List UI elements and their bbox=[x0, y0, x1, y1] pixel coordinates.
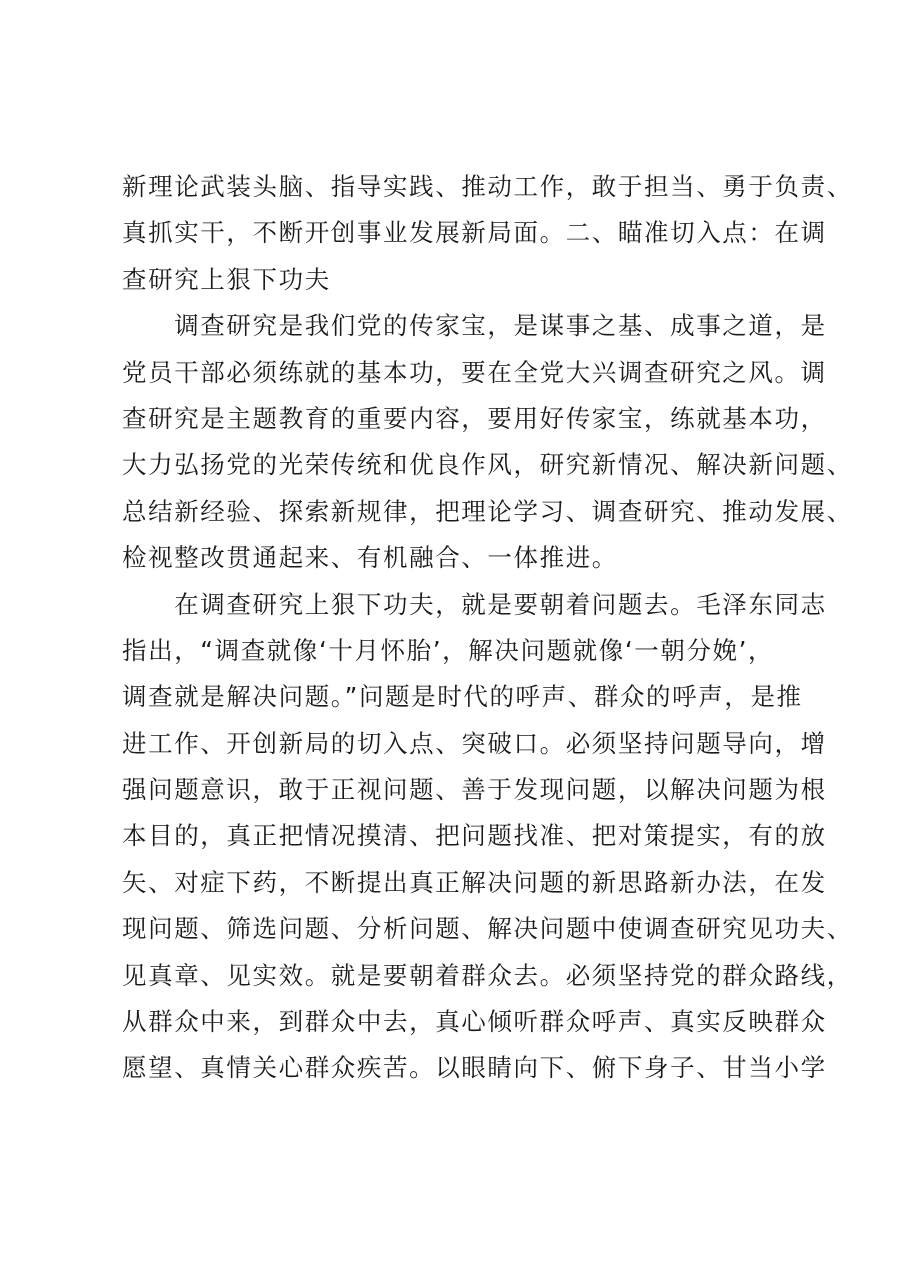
text-line: 现问题、筛选问题、分析问题、解决问题中使调查研究见功夫、 bbox=[122, 914, 853, 944]
text-line: 愿望、真情关心群众疾苦。以眼睛向下、俯下身子、甘当小学 bbox=[122, 1053, 827, 1083]
text-line: 总结新经验、探索新规律，把理论学习、调查研究、推动发展、 bbox=[122, 496, 853, 526]
text-line: 检视整改贯通起来、有机融合、一体推进。 bbox=[122, 543, 618, 573]
text-line: 指出，“调查就像‘十月怀胎’，解决问题就像‘一朝分娩’， bbox=[122, 635, 775, 665]
text-line: 新理论武装头脑、指导实践、推动工作，敢于担当、勇于负责、 bbox=[122, 172, 853, 201]
text-line: 从群众中来，到群众中去，真心倾听群众呼声、真实反映群众 bbox=[122, 1007, 827, 1037]
text-line: 大力弘扬党的光荣传统和优良作风，研究新情况、解决新问题、 bbox=[122, 450, 853, 480]
text-line: 查研究是主题教育的重要内容，要用好传家宝，练就基本功， bbox=[122, 403, 827, 433]
text-line: 进工作、开创新局的切入点、突破口。必须坚持问题导向，增 bbox=[122, 728, 827, 758]
text-line: 见真章、见实效。就是要朝着群众去。必须坚持党的群众路线， bbox=[122, 960, 853, 990]
text-line: 调查就是解决问题。”问题是时代的呼声、群众的呼声，是推 bbox=[122, 682, 803, 712]
text-line: 在调查研究上狠下功夫，就是要朝着问题去。毛泽东同志 bbox=[122, 589, 827, 619]
document-body bbox=[122, 164, 853, 1092]
text-line: 查研究上狠下功夫 bbox=[122, 264, 331, 294]
text-line: 矢、对症下药，不断提出真正解决问题的新思路新办法，在发 bbox=[122, 867, 827, 897]
text-line: 调查研究是我们党的传家宝，是谋事之基、成事之道，是 bbox=[122, 311, 827, 341]
text-line: 强问题意识，敢于正视问题、善于发现问题，以解决问题为根 bbox=[122, 775, 827, 805]
text-line: 党员干部必须练就的基本功，要在全党大兴调查研究之风。调 bbox=[122, 357, 827, 387]
text-line: 本目的，真正把情况摸清、把问题找准、把对策提实，有的放 bbox=[122, 821, 827, 851]
text-line: 真抓实干，不断开创事业发展新局面。二、瞄准切入点：在调 bbox=[122, 218, 827, 248]
